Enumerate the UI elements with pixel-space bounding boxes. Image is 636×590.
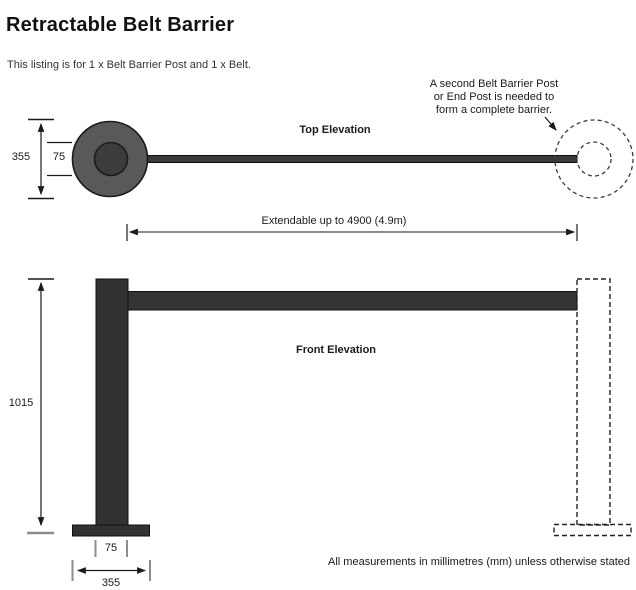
front-elevation-label: Front Elevation: [295, 344, 377, 356]
dim-label-post-diameter: 75: [52, 151, 66, 163]
measurements-note: All measurements in millimetres (mm) unless otherwise stated: [328, 556, 630, 568]
second-post-annotation: [414, 78, 574, 117]
front-view-post: [96, 279, 128, 526]
second-post-dashed-circle: [577, 142, 611, 176]
front-view-belt: [128, 292, 577, 311]
post-top-circle: [95, 143, 128, 176]
annotation-line-3: form a complete barrier.: [435, 104, 553, 116]
top-view-belt: [120, 156, 577, 163]
dim-label-base-width: 355: [101, 577, 121, 589]
top-elevation-label: Top Elevation: [299, 124, 371, 136]
front-view-base-plate: [73, 525, 150, 536]
page-title: Retractable Belt Barrier: [6, 14, 235, 36]
second-post-dashed-outline: [577, 279, 610, 525]
annotation-line-2: or End Post is needed to: [433, 91, 555, 103]
annotation-arrow: [545, 117, 556, 130]
dim-label-post-width: 75: [104, 542, 118, 554]
dim-label-extendable: Extendable up to 4900 (4.9m): [261, 215, 407, 227]
second-post-base-dashed-outline: [554, 525, 631, 536]
dim-label-base-diameter: 355: [11, 151, 31, 163]
dim-label-height: 1015: [8, 397, 34, 409]
listing-description: This listing is for 1 x Belt Barrier Post and 1 x Belt.: [7, 59, 251, 71]
annotation-line-1: A second Belt Barrier Post: [429, 78, 559, 90]
